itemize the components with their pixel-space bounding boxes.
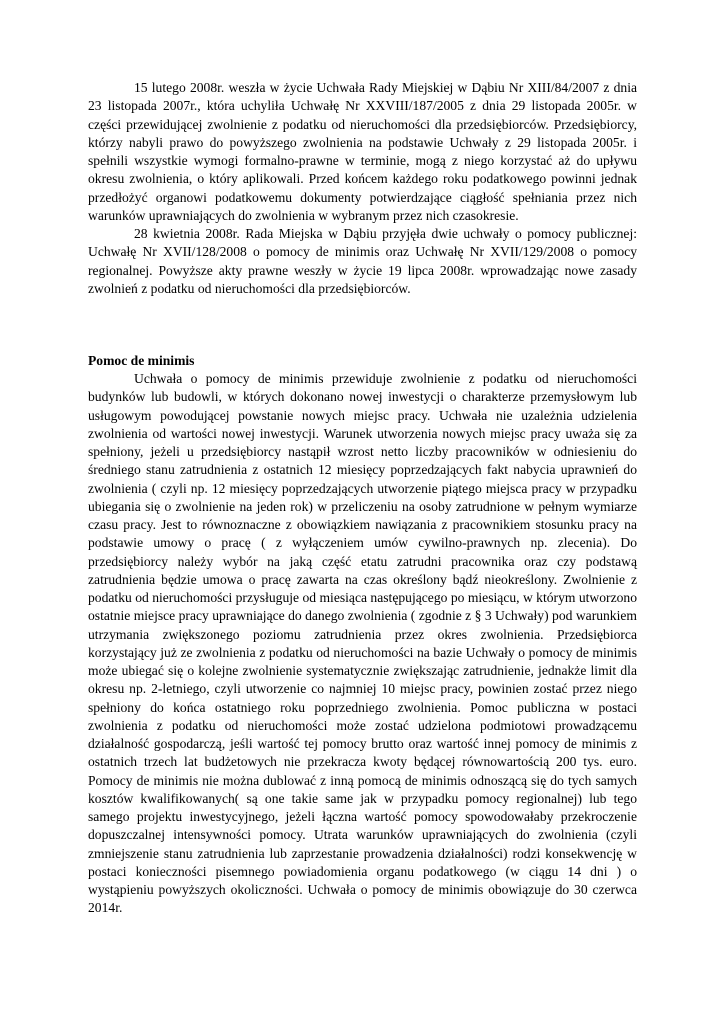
section-heading: Pomoc de minimis — [88, 353, 195, 368]
document-page — [88, 79, 637, 918]
de-minimis-paragraph: Uchwała o pomocy de minimis przewiduje zwolnienie z podatku od nieruchomości budynków lub budowli, w których dokonano nowej inwestycji o charakterze przemysłowym lub usługowym powodującej powstanie nowych miejsc pracy. Uchwała nie uzależnia udzielenia zwolnienia od wartości nowej inwestycji. Warunek utworzenia nowych miejsc pracy uważa się za spełniony, jeżeli u przedsiębiorcy nastąpił wzrost netto liczby pracowników w odniesieniu do średniego stanu zatrudnienia z ostatnich 12 miesięcy poprzedzających fakt nabycia uprawnień do zwolnienia ( czyli np. 12 miesięcy poprzedzających utworzenie piątego miejsca pracy w przypadku ubiegania się o zwolnienie na jeden rok) w przeliczeniu na osoby zatrudnione w pełnym wymiarze czasu pracy. Jest to równoznaczne z obowiązkiem nawiązania z pracownikiem stosunku pracy na podstawie umowy o pracę ( z wyłączeniem umów cywilno-prawnych np. zlecenia). Do przedsiębiorcy należy wybór na jaką część etatu zatrudni pracownika oraz czy podstawą zatrudnienia będzie umowa o pracę zawarta na czas określony bądź nieokreślony. Zwolnienie z podatku od nieruchomości przysługuje od miesiąca następującego po miesiącu, w którym utworzono ostatnie miejsce pracy uprawniające do danego zwolnienia ( zgodnie z § 3 Uchwały) pod warunkiem utrzymania zwiększonego poziomu zatrudnienia przez okres zwolnienia. Przedsiębiorca korzystający już ze zwolnienia z podatku od nieruchomości na bazie Uchwały o pomocy de minimis może ubiegać się o kolejne zwolnienie systematycznie zwiększając zatrudnienie, jednakże limit dla okresu np. 2-letniego, czyli utworzenie co najmniej 10 miejsc pracy, powinien zostać przez niego spełniony do końca ostatniego roku poprzedniego zwolnienia. Pomoc publiczna w postaci zwolnienia z podatku od nieruchomości może zostać udzielona podmiotowi prowadzącemu działalność gospodarczą, jeśli wartość tej pomocy brutto oraz wartość innej pomocy de minimis z ostatnich trzech lat budżetowych nie przekracza kwoty będącej równowartością 200 tys. euro. Pomocy de minimis nie można dublować z inną pomocą de minimis odnoszącą się do tych samych kosztów kwalifikowanych( są one takie same jak w przypadku pomocy regionalnej) lub tego samego projektu inwestycyjnego, jeżeli łączna wartość pomocy spowodowałaby przekroczenie dopuszczalnej intensywności pomocy. Utrata warunków uprawniających do zwolnienia (czyli zmniejszenie stanu zatrudnienia lub zaprzestanie prowadzenia działalności) rodzi konsekwencję w postaci konieczności pisemnego powiadomienia organu podatkowego (w ciągu 14 dni ) o wystąpieniu powyższych okoliczności. Uchwała o pomocy de minimis obowiązuje do 30 czerwca 2014r. — [88, 371, 637, 916]
intro-paragraph-2: 28 kwietnia 2008r. Rada Miejska w Dąbiu przyjęła dwie uchwały o pomocy publicznej: Uchwałę Nr XVII/128/2008 o pomocy de minimis oraz Uchwałę Nr XVII/129/2008 o pomocy regionalnej. Powyższe akty prawne weszły w życie 19 lipca 2008r. wprowadzając nowe zasady zwolnień z podatku od nieruchomości dla przedsiębiorców. — [88, 226, 637, 296]
section-spacer — [88, 298, 637, 352]
intro-paragraph-1: 15 lutego 2008r. weszła w życie Uchwała Rady Miejskiej w Dąbiu Nr XIII/84/2007 z dnia 23 listopada 2007r., która uchyliła Uchwałę Nr XXVIII/187/2005 z dnia 29 listopada 2005r. w części przewidującej zwolnienie z podatku od nieruchomości dla przedsiębiorców. Przedsiębiorcy, którzy nabyli prawo do powyższego zwolnienia na podstawie Uchwały z 29 listopada 2005r. i spełnili wszystkie wymogi formalno-prawne w terminie, mogą z niego korzystać aż do upływu okresu zwolnienia, o który aplikowali. Przed końcem każdego roku podatkowego powinni jednak przedłożyć organowi podatkowemu dokumenty potwierdzające ciągłość spełniania przez nich warunków uprawniających do zwolnienia w wybranym przez nich czasokresie. — [88, 80, 637, 223]
